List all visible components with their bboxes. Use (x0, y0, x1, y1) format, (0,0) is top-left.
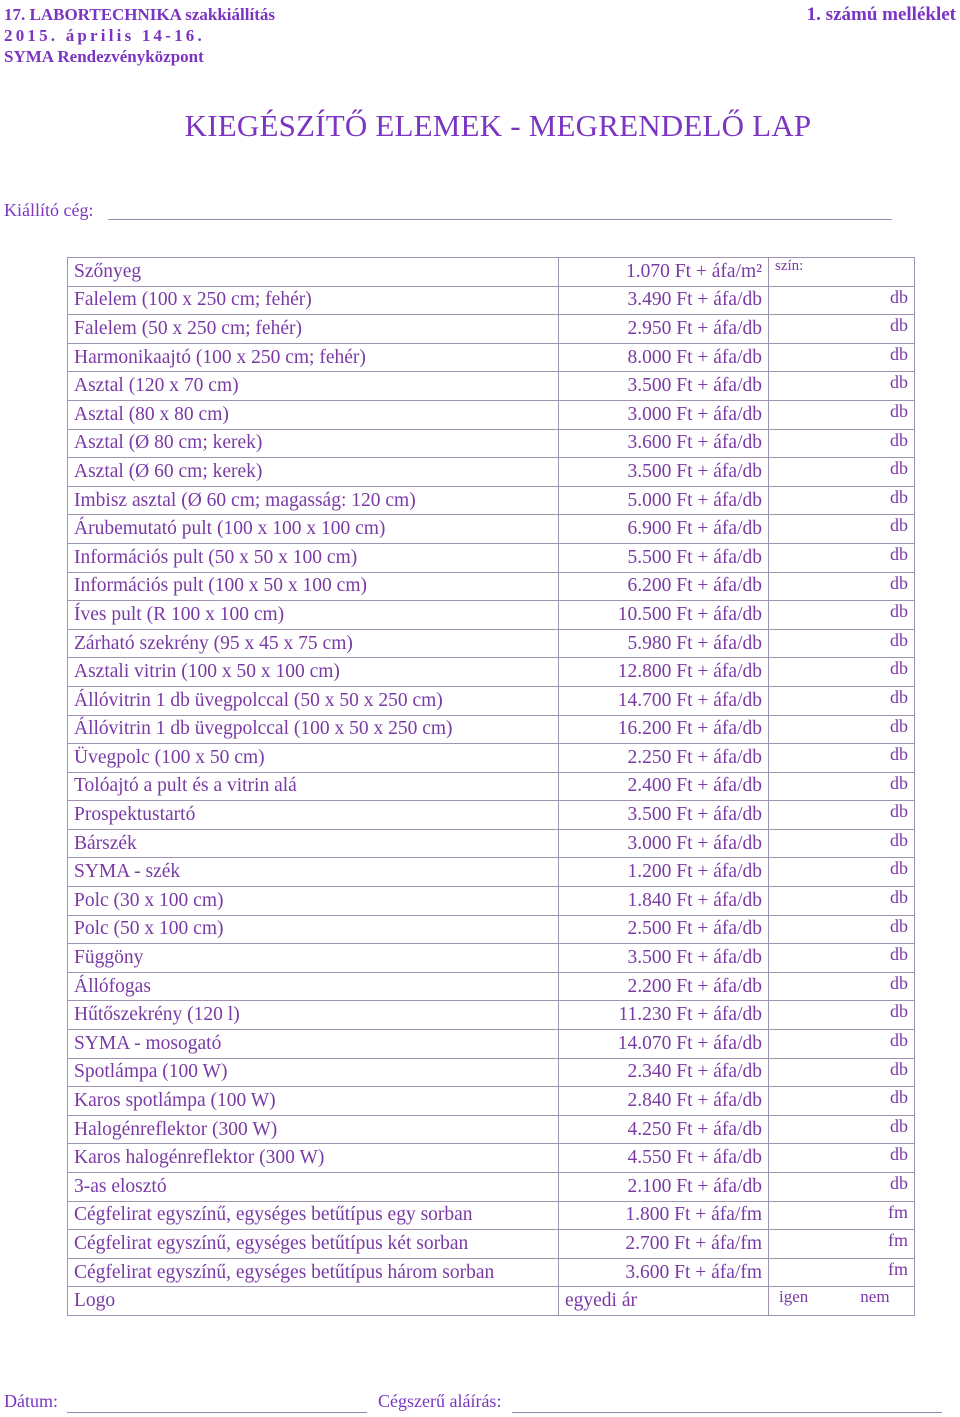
item-price: 8.000 Ft + áfa/db (559, 343, 769, 372)
item-name: Halogénreflektor (300 W) (68, 1115, 559, 1144)
item-name: Imbisz asztal (Ø 60 cm; magasság: 120 cm) (68, 486, 559, 515)
table-row (68, 1001, 915, 1030)
item-price: 6.200 Ft + áfa/db (559, 572, 769, 601)
item-name: SYMA - mosogató (68, 1030, 559, 1059)
item-name: Cégfelirat egyszínű, egységes betűtípus két sorban (68, 1230, 559, 1259)
item-price: 2.500 Ft + áfa/db (559, 915, 769, 944)
table-row (68, 972, 915, 1001)
item-name: Információs pult (100 x 50 x 100 cm) (68, 572, 559, 601)
item-name: Asztal (80 x 80 cm) (68, 400, 559, 429)
item-price: 16.200 Ft + áfa/db (559, 715, 769, 744)
item-name: Zárható szekrény (95 x 45 x 75 cm) (68, 629, 559, 658)
quantity-input-cell[interactable]: db (769, 315, 915, 344)
item-name: Információs pult (50 x 50 x 100 cm) (68, 543, 559, 572)
item-price: egyedi ár (559, 1287, 769, 1316)
item-price: 3.500 Ft + áfa/db (559, 458, 769, 487)
table-row (68, 744, 915, 773)
quantity-input-cell[interactable]: fm (769, 1258, 915, 1287)
item-price: 14.700 Ft + áfa/db (559, 686, 769, 715)
signature-field[interactable] (512, 1412, 942, 1413)
table-row (68, 629, 915, 658)
quantity-input-cell[interactable]: db (769, 400, 915, 429)
item-price: 3.500 Ft + áfa/db (559, 372, 769, 401)
item-name: Állófogas (68, 972, 559, 1001)
item-price: 12.800 Ft + áfa/db (559, 658, 769, 687)
table-row (68, 1144, 915, 1173)
quantity-input-cell[interactable]: db (769, 1001, 915, 1030)
item-price: 14.070 Ft + áfa/db (559, 1030, 769, 1059)
table-row (68, 1258, 915, 1287)
item-name: Függöny (68, 944, 559, 973)
item-price: 5.980 Ft + áfa/db (559, 629, 769, 658)
item-name: Asztal (Ø 80 cm; kerek) (68, 429, 559, 458)
quantity-input-cell[interactable]: db (769, 515, 915, 544)
page-title: KIEGÉSZÍTŐ ELEMEK - MEGRENDELŐ LAP (184, 108, 812, 143)
table-row (68, 858, 915, 887)
table-row (68, 801, 915, 830)
table-row-logo (68, 1287, 915, 1316)
item-price: 2.700 Ft + áfa/fm (559, 1230, 769, 1259)
quantity-input-cell[interactable]: db (769, 429, 915, 458)
item-price: 4.550 Ft + áfa/db (559, 1144, 769, 1173)
quantity-input-cell[interactable]: db (769, 972, 915, 1001)
table-row (68, 1058, 915, 1087)
item-price: 2.400 Ft + áfa/db (559, 772, 769, 801)
quantity-input-cell[interactable]: db (769, 1144, 915, 1173)
item-name: Árubemutató pult (100 x 100 x 100 cm) (68, 515, 559, 544)
quantity-input-cell[interactable]: fm (769, 1230, 915, 1259)
item-name: Polc (50 x 100 cm) (68, 915, 559, 944)
item-name: Asztali vitrin (100 x 50 x 100 cm) (68, 658, 559, 687)
logo-no-option[interactable]: nem (860, 1287, 890, 1307)
quantity-input-cell[interactable]: db (769, 801, 915, 830)
quantity-input-cell[interactable]: db (769, 1173, 915, 1202)
signature-label: Cégszerű aláírás: (378, 1391, 502, 1411)
item-price: 10.500 Ft + áfa/db (559, 601, 769, 630)
table-row (68, 1087, 915, 1116)
exhibitor-field[interactable] (108, 219, 892, 220)
item-price: 3.490 Ft + áfa/db (559, 286, 769, 315)
quantity-input-cell[interactable]: db (769, 286, 915, 315)
order-table (67, 257, 915, 1316)
item-name: Cégfelirat egyszínű, egységes betűtípus egy sorban (68, 1201, 559, 1230)
quantity-input-cell[interactable]: db (769, 458, 915, 487)
quantity-input-cell[interactable]: db (769, 686, 915, 715)
quantity-input-cell[interactable]: db (769, 543, 915, 572)
item-name: Hűtőszekrény (120 l) (68, 1001, 559, 1030)
date-field[interactable] (67, 1412, 367, 1413)
table-row (68, 1201, 915, 1230)
item-name: Tolóajtó a pult és a vitrin alá (68, 772, 559, 801)
date-label: Dátum: (4, 1391, 58, 1411)
item-price: 1.800 Ft + áfa/fm (559, 1201, 769, 1230)
quantity-input-cell[interactable]: db (769, 887, 915, 916)
table-row (68, 543, 915, 572)
item-price: 3.600 Ft + áfa/db (559, 429, 769, 458)
exhibitor-label: Kiállító cég: (4, 200, 94, 220)
annex-label: 1. számú melléklet (806, 4, 956, 25)
table-row (68, 1115, 915, 1144)
item-name: Bárszék (68, 829, 559, 858)
item-name: Harmonikaajtó (100 x 250 cm; fehér) (68, 343, 559, 372)
quantity-input-cell[interactable]: db (769, 772, 915, 801)
logo-choice-cell (769, 1287, 915, 1316)
item-name: Prospektustartó (68, 801, 559, 830)
quantity-input-cell[interactable]: db (769, 1115, 915, 1144)
quantity-input-cell[interactable]: db (769, 572, 915, 601)
item-price: 5.500 Ft + áfa/db (559, 543, 769, 572)
item-price: 2.950 Ft + áfa/db (559, 315, 769, 344)
quantity-input-cell[interactable]: db (769, 658, 915, 687)
item-price: 1.840 Ft + áfa/db (559, 887, 769, 916)
item-price: 5.000 Ft + áfa/db (559, 486, 769, 515)
quantity-input-cell[interactable]: db (769, 944, 915, 973)
item-name: 3-as elosztó (68, 1173, 559, 1202)
item-name: Logo (68, 1287, 559, 1316)
table-row (68, 1030, 915, 1059)
item-name: Karos halogénreflektor (300 W) (68, 1144, 559, 1173)
item-price: 1.070 Ft + áfa/m² (559, 258, 769, 287)
quantity-input-cell[interactable]: db (769, 744, 915, 773)
item-name: SYMA - szék (68, 858, 559, 887)
item-price: 1.200 Ft + áfa/db (559, 858, 769, 887)
item-name: Szőnyeg (68, 258, 559, 287)
quantity-input-cell[interactable]: db (769, 343, 915, 372)
event-venue: SYMA Rendezvényközpont (4, 47, 204, 66)
quantity-input-cell[interactable]: db (769, 372, 915, 401)
table-row (68, 343, 915, 372)
quantity-input-cell[interactable]: db (769, 858, 915, 887)
table-row (68, 601, 915, 630)
item-price: 4.250 Ft + áfa/db (559, 1115, 769, 1144)
quantity-input-cell[interactable]: db (769, 715, 915, 744)
item-name: Asztal (120 x 70 cm) (68, 372, 559, 401)
table-row (68, 944, 915, 973)
table-row (68, 715, 915, 744)
table-row (68, 515, 915, 544)
item-name: Íves pult (R 100 x 100 cm) (68, 601, 559, 630)
item-price: 2.100 Ft + áfa/db (559, 1173, 769, 1202)
table-row (68, 572, 915, 601)
item-name: Spotlámpa (100 W) (68, 1058, 559, 1087)
table-row (68, 772, 915, 801)
quantity-input-cell[interactable]: db (769, 829, 915, 858)
table-row (68, 315, 915, 344)
event-dates: 2015. április 14-16. (4, 26, 205, 45)
item-name: Asztal (Ø 60 cm; kerek) (68, 458, 559, 487)
item-price: 2.340 Ft + áfa/db (559, 1058, 769, 1087)
table-row (68, 1230, 915, 1259)
logo-yes-option[interactable]: igen (779, 1287, 809, 1307)
item-price: 6.900 Ft + áfa/db (559, 515, 769, 544)
table-row (68, 372, 915, 401)
item-name: Polc (30 x 100 cm) (68, 887, 559, 916)
item-name: Falelem (100 x 250 cm; fehér) (68, 286, 559, 315)
item-price: 2.840 Ft + áfa/db (559, 1087, 769, 1116)
quantity-input-cell[interactable]: fm (769, 1201, 915, 1230)
table-row (68, 829, 915, 858)
table-row (68, 486, 915, 515)
item-price: 3.600 Ft + áfa/fm (559, 1258, 769, 1287)
quantity-input-cell[interactable]: db (769, 1058, 915, 1087)
color-input-cell[interactable]: szín: (769, 258, 915, 287)
item-name: Falelem (50 x 250 cm; fehér) (68, 315, 559, 344)
quantity-input-cell[interactable]: db (769, 915, 915, 944)
table-row (68, 658, 915, 687)
item-name: Állóvitrin 1 db üvegpolccal (100 x 50 x 250 cm) (68, 715, 559, 744)
item-price: 2.200 Ft + áfa/db (559, 972, 769, 1001)
event-name: 17. LABORTECHNIKA szakkiállítás (4, 5, 275, 24)
table-row (68, 1173, 915, 1202)
item-price: 3.500 Ft + áfa/db (559, 801, 769, 830)
table-row (68, 400, 915, 429)
quantity-input-cell[interactable]: db (769, 1087, 915, 1116)
table-row (68, 915, 915, 944)
table-row (68, 286, 915, 315)
item-name: Karos spotlámpa (100 W) (68, 1087, 559, 1116)
item-name: Üvegpolc (100 x 50 cm) (68, 744, 559, 773)
table-row (68, 258, 915, 287)
item-name: Állóvitrin 1 db üvegpolccal (50 x 50 x 250 cm) (68, 686, 559, 715)
item-price: 2.250 Ft + áfa/db (559, 744, 769, 773)
quantity-input-cell[interactable]: db (769, 629, 915, 658)
quantity-input-cell[interactable]: db (769, 1030, 915, 1059)
item-price: 11.230 Ft + áfa/db (559, 1001, 769, 1030)
table-row (68, 429, 915, 458)
item-price: 3.000 Ft + áfa/db (559, 400, 769, 429)
item-name: Cégfelirat egyszínű, egységes betűtípus három sorban (68, 1258, 559, 1287)
table-row (68, 458, 915, 487)
table-row (68, 686, 915, 715)
table-row (68, 887, 915, 916)
item-price: 3.500 Ft + áfa/db (559, 944, 769, 973)
quantity-input-cell[interactable]: db (769, 601, 915, 630)
item-price: 3.000 Ft + áfa/db (559, 829, 769, 858)
quantity-input-cell[interactable]: db (769, 486, 915, 515)
